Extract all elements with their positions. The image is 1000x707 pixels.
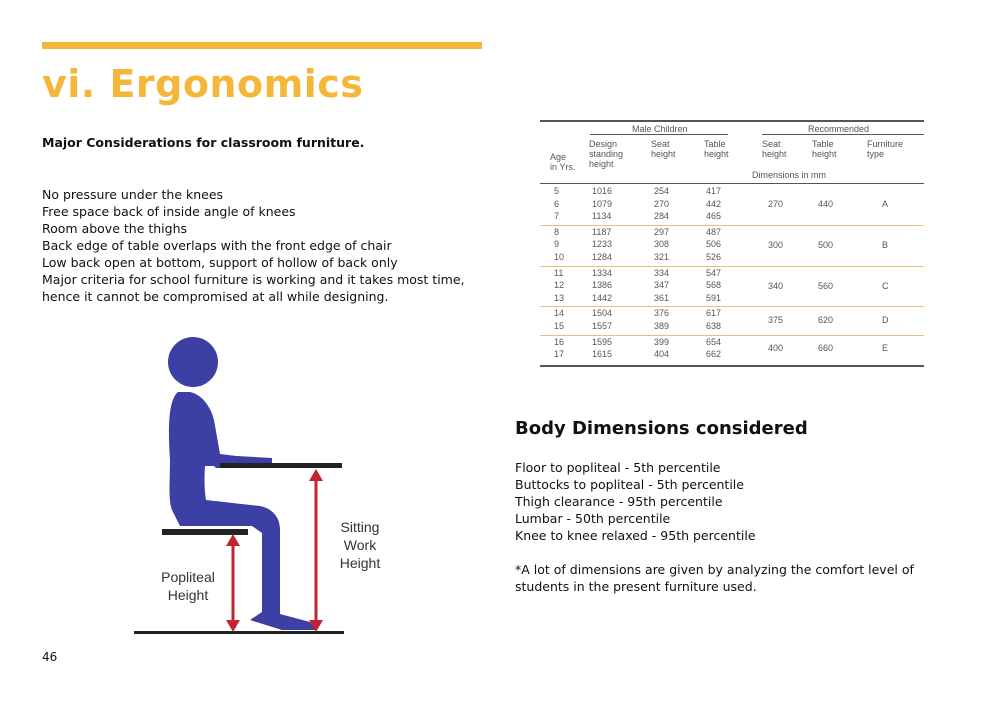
recommended-seat-cell: 375 [768,315,784,325]
furniture-dimensions-table [540,120,924,368]
header-furniture-type: Furniture type [867,139,904,159]
table-cell: 1595 [592,336,613,347]
table-cell: 1334 [592,267,613,278]
table-cell: 526 [706,252,722,262]
table-cell: 1557 [592,321,613,331]
table-cell: 16 [554,336,565,347]
sitting-work-height-arrow [309,469,323,632]
male-children-group-header: Male Children [632,124,688,134]
consideration-item: Room above the thighs [42,221,188,236]
recommended-table-cell: 440 [818,198,834,209]
table-cell: 654 [706,336,722,347]
popliteal-height-arrow [226,534,240,632]
header-design-standing-height: Design standing height [589,139,624,169]
recommended-seat-cell: 270 [768,198,784,209]
dimensions-note: *A lot of dimensions are given by analyzing the comfort level of students in the present furniture used. [515,562,914,594]
header-recommended-seat-height: Seat height [762,139,787,159]
recommended-seat-cell: 400 [768,343,784,354]
table-cell: 404 [654,349,670,360]
arm-shape [179,404,273,466]
header-age: Age in Yrs. [550,152,576,172]
table-cell: 1134 [592,211,612,222]
recommended-type-cell: C [882,280,889,291]
seated-posture-illustration [120,330,390,640]
table-cell: 14 [554,308,565,319]
popliteal-height-label: Popliteal Height [161,569,215,603]
table-cell: 1386 [592,280,613,291]
table-cell: 487 [706,226,722,237]
recommended-seat-cell: 300 [768,239,784,250]
table-cell: 376 [654,308,670,319]
table-cell: 442 [706,198,722,209]
table-cell: 270 [654,198,670,209]
table-cell: 1284 [592,252,613,262]
table-cell: 11 [554,267,564,278]
table-cell: 347 [654,280,670,291]
page-number: 46 [42,650,58,664]
recommended-type-cell: B [882,239,889,250]
page-title: vi. Ergonomics [42,62,364,106]
recommended-group-rule [762,134,924,135]
table-cell: 591 [706,292,722,303]
group-divider [540,225,924,226]
table-bottom-rule [540,365,924,367]
body-dimension-item: Lumbar - 50th percentile [515,511,671,526]
table-cell: 638 [706,321,722,331]
recommended-table-cell: 660 [818,343,834,354]
table-cell: 662 [706,349,722,360]
header-seat-height: Seat height [651,139,676,159]
consideration-item: Low back open at bottom, support of hollow of back only [42,255,398,270]
head-shape [168,337,218,387]
table-cell: 1504 [592,308,613,319]
recommended-table-cell: 500 [818,239,834,250]
recommended-type-cell: A [882,198,889,209]
body-dimension-item: Floor to popliteal - 5th percentile [515,460,721,475]
consideration-item: Back edge of table overlaps with the front edge of chair [42,238,392,253]
table-cell: 284 [654,211,670,222]
table-cell: 361 [654,292,670,303]
recommended-seat-cell: 340 [768,280,784,291]
body-dimension-item: Thigh clearance - 95th percentile [515,494,723,509]
table-cell: 308 [654,239,670,250]
consideration-item: Major criteria for school furniture is working and it takes most time, hence it cannot be compromised at all while designing. [42,272,465,304]
table-cell: 334 [654,267,670,278]
recommended-type-cell: D [882,315,889,325]
table-cell: 12 [554,280,565,291]
table-cell: 1615 [592,349,613,360]
section-subheading: Major Considerations for classroom furniture. [42,135,365,150]
header-table-height: Table height [704,139,729,159]
table-cell: 568 [706,280,722,291]
floor-line [134,631,344,634]
title-accent-bar [42,42,482,49]
table-cell: 15 [554,321,565,331]
table-cell: 297 [654,226,670,237]
table-cell: 1079 [592,198,613,209]
table-cell: 7 [554,211,560,222]
table-cell: 1016 [592,186,613,196]
table-cell: 1187 [592,226,612,237]
consideration-item: No pressure under the knees [42,187,224,202]
table-cell: 321 [654,252,670,262]
table-cell: 399 [654,336,670,347]
table-cell: 17 [554,349,565,360]
table-cell: 10 [554,252,565,262]
group-divider [540,306,924,307]
header-bottom-rule [540,183,924,184]
body-dimensions-heading: Body Dimensions considered [515,418,808,439]
sitting-work-height-label: Sitting Work Height [339,519,381,571]
considerations-list [42,186,502,305]
desk-surface [220,463,342,468]
recommended-table-cell: 560 [818,280,834,291]
table-cell: 8 [554,226,560,237]
table-cell: 13 [554,292,565,303]
group-divider [540,335,924,336]
table-cell: 417 [706,186,722,196]
table-cell: 1233 [592,239,613,250]
body-dimension-item: Buttocks to popliteal - 5th percentile [515,477,744,492]
table-cell: 547 [706,267,722,278]
table-cell: 5 [554,186,560,196]
header-recommended-table-height: Table height [812,139,837,159]
table-top-rule [540,120,924,122]
group-divider [540,266,924,267]
recommended-table-cell: 620 [818,315,834,325]
male-group-rule [590,134,728,135]
body-dimensions-list [515,459,756,544]
consideration-item: Free space back of inside angle of knees [42,204,296,219]
table-cell: 506 [706,239,722,250]
body-dimension-item: Knee to knee relaxed - 95th percentile [515,528,756,543]
table-cell: 1442 [592,292,613,303]
recommended-group-header: Recommended [808,124,870,134]
table-cell: 389 [654,321,670,331]
table-cell: 9 [554,239,560,250]
seat-surface [162,529,248,535]
table-cell: 254 [654,186,670,196]
table-cell: 6 [554,198,560,209]
recommended-type-cell: E [882,343,889,354]
table-cell: 465 [706,211,722,222]
table-cell: 617 [706,308,722,319]
units-label: Dimensions in mm [752,170,827,180]
